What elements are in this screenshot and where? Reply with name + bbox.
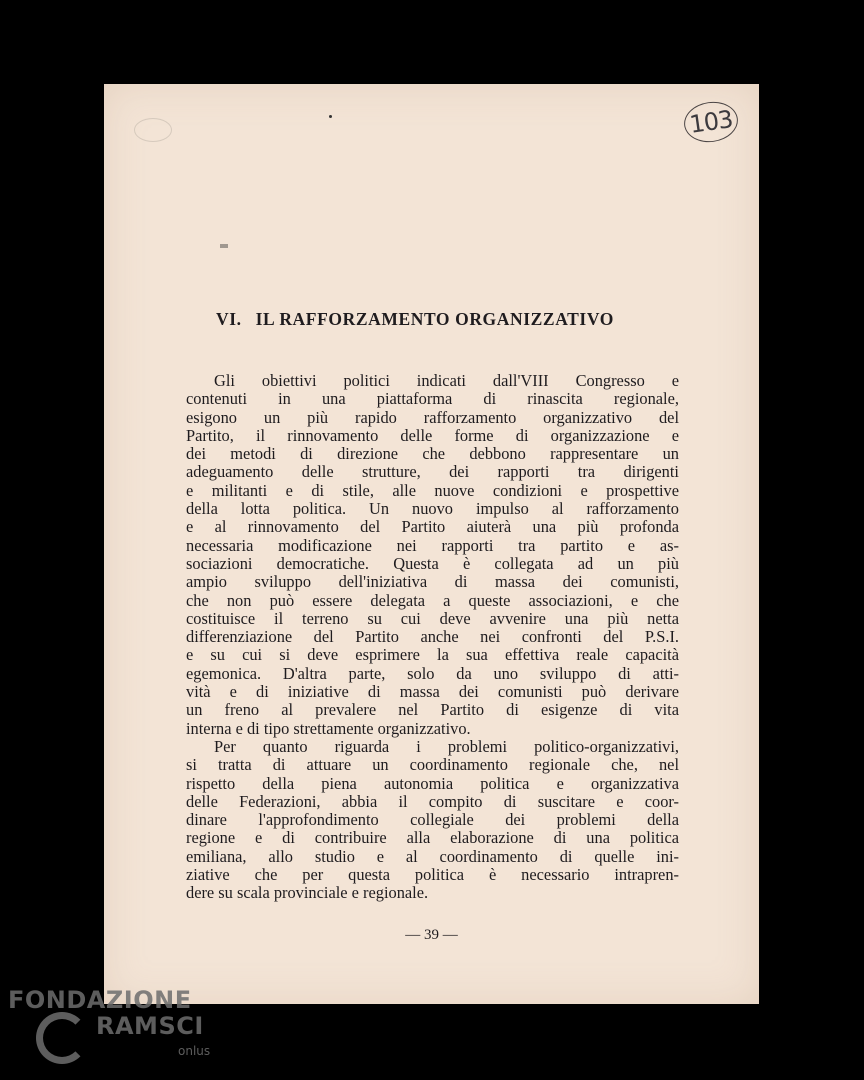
text-line: differenziazione del Partito anche nei confronti del P.S.I. bbox=[186, 627, 679, 647]
handwritten-page-number: 103 bbox=[681, 98, 740, 145]
text-line: regione e di contribuire alla elaborazione di una politica bbox=[186, 828, 679, 848]
text-line: costituisce il terreno su cui deve avvenire una più netta bbox=[186, 608, 679, 628]
logo-g-mark bbox=[36, 1012, 88, 1064]
text-line: della lotta politica. Un nuovo impulso al rafforzamento bbox=[186, 499, 679, 519]
text-line: che non può essere delegata a queste associazioni, e che bbox=[186, 590, 679, 610]
text-line: sociazioni democratiche. Questa è collegata ad un più bbox=[186, 553, 679, 573]
text-line: Partito, il rinnovamento delle forme di organizzazione e bbox=[186, 425, 679, 445]
page-number: — 39 — bbox=[405, 927, 458, 943]
text-line: vità e di iniziative di massa dei comunisti può derivare bbox=[186, 682, 679, 702]
text-line: necessaria modificazione nei rapporti tra partito e as- bbox=[186, 535, 679, 555]
text-line: delle Federazioni, abbia il compito di suscitare e coor- bbox=[186, 791, 679, 811]
text-line: ziative che per questa politica è necessario intrapren- bbox=[186, 865, 679, 885]
logo-text-onlus: onlus bbox=[178, 1044, 211, 1058]
chapter-title: IL RAFFORZAMENTO ORGANIZZATIVO bbox=[255, 309, 614, 329]
ink-dot bbox=[329, 115, 332, 118]
text-line: dei metodi di direzione che debbono rappresentare un bbox=[186, 444, 679, 464]
fondazione-gramsci-logo bbox=[8, 986, 218, 1066]
text-line: Gli obiettivi politici indicati dall'VIII Congresso e bbox=[214, 371, 679, 390]
text-line: e militanti e di stile, alle nuove condizioni e prospettive bbox=[186, 480, 679, 500]
text-line: un freno al prevalere nel Partito di esigenze di vita bbox=[186, 700, 679, 720]
text-line: egemonica. D'altra parte, solo da uno sviluppo di atti- bbox=[186, 663, 679, 683]
paper-mark bbox=[220, 244, 228, 248]
text-line: contenuti in una piattaforma di rinascita regionale, bbox=[186, 389, 679, 409]
text-line: dinare l'approfondimento collegiale dei problemi della bbox=[186, 810, 679, 830]
text-line: e su cui si deve esprimere la sua effettiva reale capacità bbox=[186, 645, 679, 665]
text-line: dere su scala provinciale e regionale. bbox=[186, 883, 429, 903]
body-text bbox=[186, 372, 679, 903]
text-line: Per quanto riguarda i problemi politico-organizzativi, bbox=[214, 736, 679, 756]
text-line: interna e di tipo strettamente organizzativo. bbox=[186, 718, 471, 738]
text-line: emiliana, allo studio e al coordinamento di quelle ini- bbox=[186, 846, 679, 866]
text-line: ampio sviluppo dell'iniziativa di massa dei comunisti, bbox=[186, 572, 679, 592]
faded-stamp bbox=[134, 118, 172, 142]
text-line: si tratta di attuare un coordinamento regionale che, nel bbox=[186, 755, 679, 775]
text-line: esigono un più rapido rafforzamento organizzativo del bbox=[186, 407, 679, 427]
text-line: rispetto della piena autonomia politica e organizzativa bbox=[186, 773, 679, 793]
logo-text-gramsci: RAMSCI bbox=[96, 1012, 204, 1040]
text-line: e al rinnovamento del Partito aiuterà una più profonda bbox=[186, 517, 679, 537]
logo-text-fondazione: FONDAZIONE bbox=[8, 986, 192, 1014]
document-page bbox=[104, 84, 759, 1004]
chapter-number: VI. bbox=[216, 309, 242, 329]
text-line: adeguamento delle strutture, dei rapporti tra dirigenti bbox=[186, 462, 679, 482]
chapter-heading bbox=[216, 309, 756, 330]
